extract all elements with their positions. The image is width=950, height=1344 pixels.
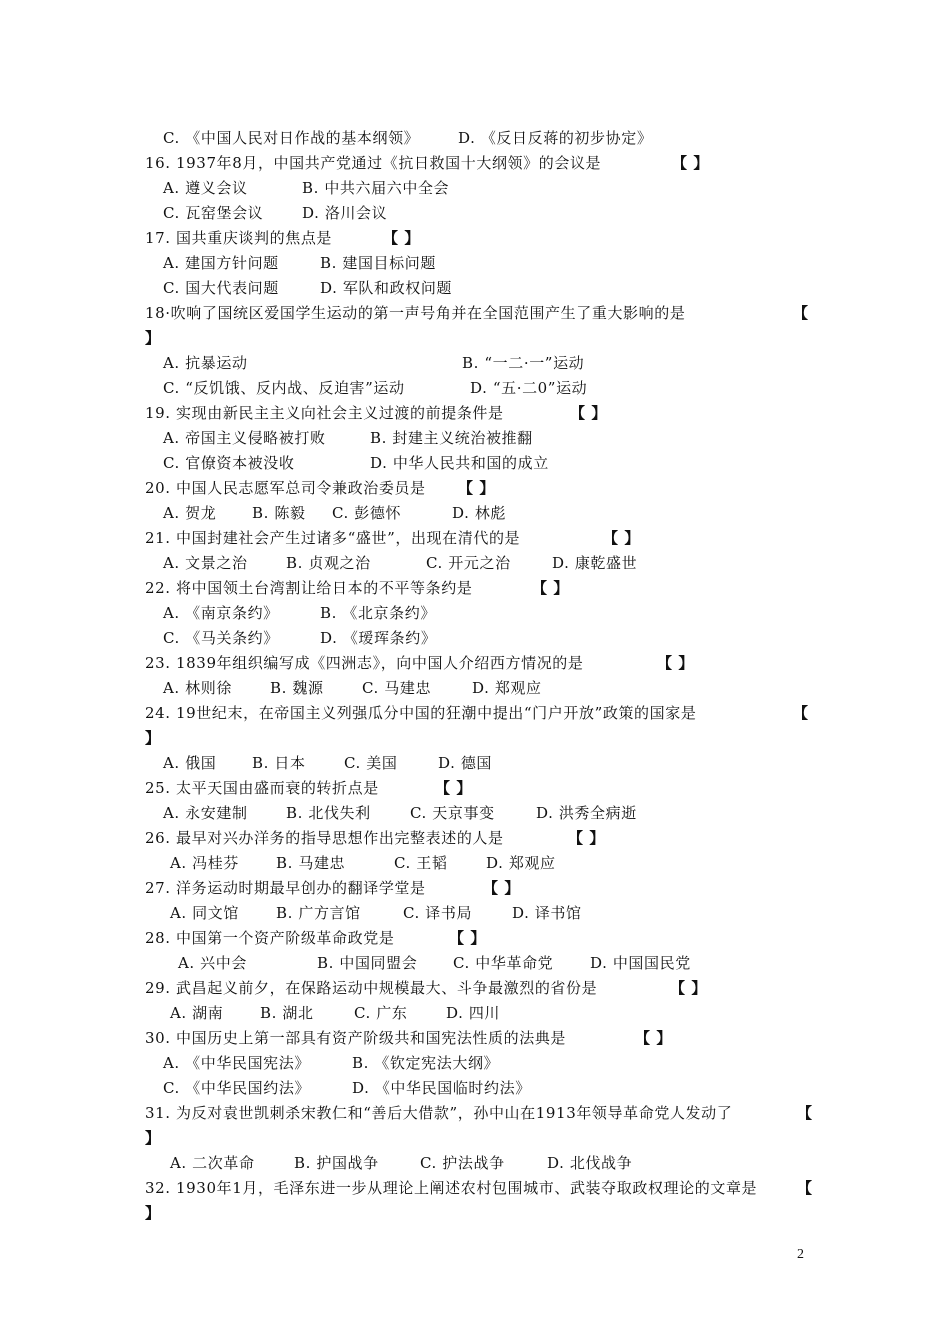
line-text: 29. 武昌起义前夕，在保路运动中规模最大、斗争最激烈的省份是 xyxy=(145,979,598,997)
line-text: C. 护法战争 xyxy=(420,1154,505,1172)
answer-bracket: 【 】 xyxy=(532,579,570,597)
answer-bracket: 【 】 xyxy=(672,154,710,172)
line-text: D. 《瑷珲条约》 xyxy=(320,629,437,647)
answer-bracket: 【 】 xyxy=(635,1029,673,1047)
line-text: A. 贺龙 xyxy=(163,504,217,522)
line-text: C. 《中国人民对日作战的基本纲领》 xyxy=(163,129,420,147)
line-text: 30. 中国历史上第一部具有资产阶级共和国宪法性质的法典是 xyxy=(145,1029,567,1047)
answer-bracket: 】 xyxy=(145,329,161,347)
line-text: B. 北伐失利 xyxy=(286,804,371,822)
answer-bracket: 【 】 xyxy=(483,879,521,897)
line-text: C. 《中华民国约法》 xyxy=(163,1079,311,1097)
answer-bracket: 【 xyxy=(797,1179,813,1197)
line-text: B. 日本 xyxy=(252,754,306,772)
line-text: 28. 中国第一个资产阶级革命政党是 xyxy=(145,929,395,947)
answer-bracket: 【 xyxy=(793,304,809,322)
line-text: D. 四川 xyxy=(446,1004,501,1022)
line-text: D. 北伐战争 xyxy=(547,1154,633,1172)
line-text: A. 《南京条约》 xyxy=(163,604,279,622)
line-text: A. 帝国主义侵略被打败 xyxy=(163,429,326,447)
answer-bracket: 【 】 xyxy=(458,479,496,497)
line-text: D. 《反日反蒋的初步协定》 xyxy=(458,129,653,147)
line-text: 26. 最早对兴办洋务的指导思想作出完整表述的人是 xyxy=(145,829,504,847)
answer-bracket: 【 】 xyxy=(670,979,708,997)
line-text: A. 永安建制 xyxy=(163,804,248,822)
line-text: C. 马建忠 xyxy=(362,679,432,697)
line-text: A. 冯桂芬 xyxy=(170,854,239,872)
line-text: 22. 将中国领土台湾割让给日本的不平等条约是 xyxy=(145,579,473,597)
line-text: A. 兴中会 xyxy=(178,954,247,972)
line-text: C. 美国 xyxy=(344,754,398,772)
line-text: 21. 中国封建社会产生过诸多“盛世”，出现在清代的是 xyxy=(145,529,521,547)
line-text: B. 建国目标问题 xyxy=(320,254,436,272)
line-text: B. 魏源 xyxy=(270,679,324,697)
line-text: A. 建国方针问题 xyxy=(163,254,279,272)
line-text: C. “反饥饿、反内战、反迫害”运动 xyxy=(163,379,405,397)
line-text: A. 遵义会议 xyxy=(163,179,248,197)
line-text: B. 护国战争 xyxy=(294,1154,379,1172)
line-text: 20. 中国人民志愿军总司令兼政治委员是 xyxy=(145,479,426,497)
answer-bracket: 【 】 xyxy=(449,929,487,947)
answer-bracket: 【 】 xyxy=(383,229,421,247)
line-text: D. 中华人民共和国的成立 xyxy=(370,454,549,472)
line-text: B. 马建忠 xyxy=(276,854,346,872)
line-text: D. 康乾盛世 xyxy=(552,554,638,572)
line-text: A. 湖南 xyxy=(170,1004,224,1022)
line-text: 27. 洋务运动时期最早创办的翻译学堂是 xyxy=(145,879,426,897)
line-text: C. 瓦窑堡会议 xyxy=(163,204,264,222)
line-text: B. 《北京条约》 xyxy=(320,604,436,622)
answer-bracket: 【 xyxy=(797,1104,813,1122)
line-text: A. 抗暴运动 xyxy=(163,354,248,372)
line-text: D. 译书馆 xyxy=(512,904,582,922)
line-text: 23. 1839年组织编写成《四洲志》，向中国人介绍西方情况的是 xyxy=(145,654,584,672)
line-text: B. 陈毅 xyxy=(252,504,306,522)
line-text: A. 同文馆 xyxy=(170,904,239,922)
line-text: C. 天京事变 xyxy=(410,804,495,822)
line-text: C. 开元之治 xyxy=(426,554,511,572)
line-text: 16. 1937年8月，中国共产党通过《抗日救国十大纲领》的会议是 xyxy=(145,154,602,172)
line-text: D. 德国 xyxy=(438,754,493,772)
answer-bracket: 【 】 xyxy=(603,529,641,547)
line-text: 17. 国共重庆谈判的焦点是 xyxy=(145,229,333,247)
line-text: D. 郑观应 xyxy=(486,854,556,872)
answer-bracket: 【 】 xyxy=(568,829,606,847)
answer-bracket: 【 】 xyxy=(657,654,695,672)
answer-bracket: 【 】 xyxy=(570,404,608,422)
line-text: C. 译书局 xyxy=(403,904,473,922)
line-text: B. 中共六届六中全会 xyxy=(302,179,450,197)
line-text: B. 贞观之治 xyxy=(286,554,371,572)
line-text: C. 广东 xyxy=(354,1004,408,1022)
line-text: 25. 太平天国由盛而衰的转折点是 xyxy=(145,779,379,797)
line-text: D. “五·二0”运动 xyxy=(470,379,588,397)
line-text: A. 《中华民国宪法》 xyxy=(163,1054,310,1072)
line-text: A. 文景之治 xyxy=(163,554,248,572)
line-text: 18·吹响了国统区爱国学生运动的第一声号角并在全国范围产生了重大影响的是 xyxy=(145,304,686,322)
line-text: D. 《中华民国临时约法》 xyxy=(352,1079,531,1097)
line-text: D. 洛川会议 xyxy=(302,204,388,222)
line-text: D. 林彪 xyxy=(452,504,507,522)
line-text: 31. 为反对袁世凯刺杀宋教仁和“善后大借款”，孙中山在1913年领导革命党人发动了 xyxy=(145,1104,733,1122)
line-text: 24. 19世纪末，在帝国主义列强瓜分中国的狂潮中提出“门户开放”政策的国家是 xyxy=(145,704,697,722)
line-text: B. 《钦定宪法大纲》 xyxy=(352,1054,500,1072)
line-text: 19. 实现由新民主主义向社会主义过渡的前提条件是 xyxy=(145,404,504,422)
line-text: C. 中华革命党 xyxy=(453,954,554,972)
line-text: A. 俄国 xyxy=(163,754,217,772)
line-text: D. 中国国民党 xyxy=(590,954,691,972)
answer-bracket: 】 xyxy=(145,1129,161,1147)
line-text: B. 湖北 xyxy=(260,1004,314,1022)
line-text: D. 郑观应 xyxy=(472,679,542,697)
line-text: C. 《马关条约》 xyxy=(163,629,279,647)
page-number: 2 xyxy=(797,1247,804,1262)
line-text: A. 二次革命 xyxy=(170,1154,255,1172)
line-text: D. 洪秀全病逝 xyxy=(536,804,637,822)
answer-bracket: 【 】 xyxy=(435,779,473,797)
line-text: A. 林则徐 xyxy=(163,679,232,697)
line-text: B. 封建主义统治被推翻 xyxy=(370,429,533,447)
line-text: C. 国大代表问题 xyxy=(163,279,279,297)
answer-bracket: 【 xyxy=(793,704,809,722)
line-text: B. “一二·一”运动 xyxy=(462,354,585,372)
line-text: B. 中国同盟会 xyxy=(317,954,418,972)
line-text: 32. 1930年1月，毛泽东进一步从理论上阐述农村包围城市、武装夺取政权理论的文章是 xyxy=(145,1179,758,1197)
line-text: C. 王韬 xyxy=(394,854,448,872)
line-text: C. 彭德怀 xyxy=(332,504,402,522)
line-text: D. 军队和政权问题 xyxy=(320,279,453,297)
answer-bracket: 】 xyxy=(145,1204,161,1222)
line-text: B. 广方言馆 xyxy=(276,904,361,922)
line-text: C. 官僚资本被没收 xyxy=(163,454,295,472)
answer-bracket: 】 xyxy=(145,729,161,747)
